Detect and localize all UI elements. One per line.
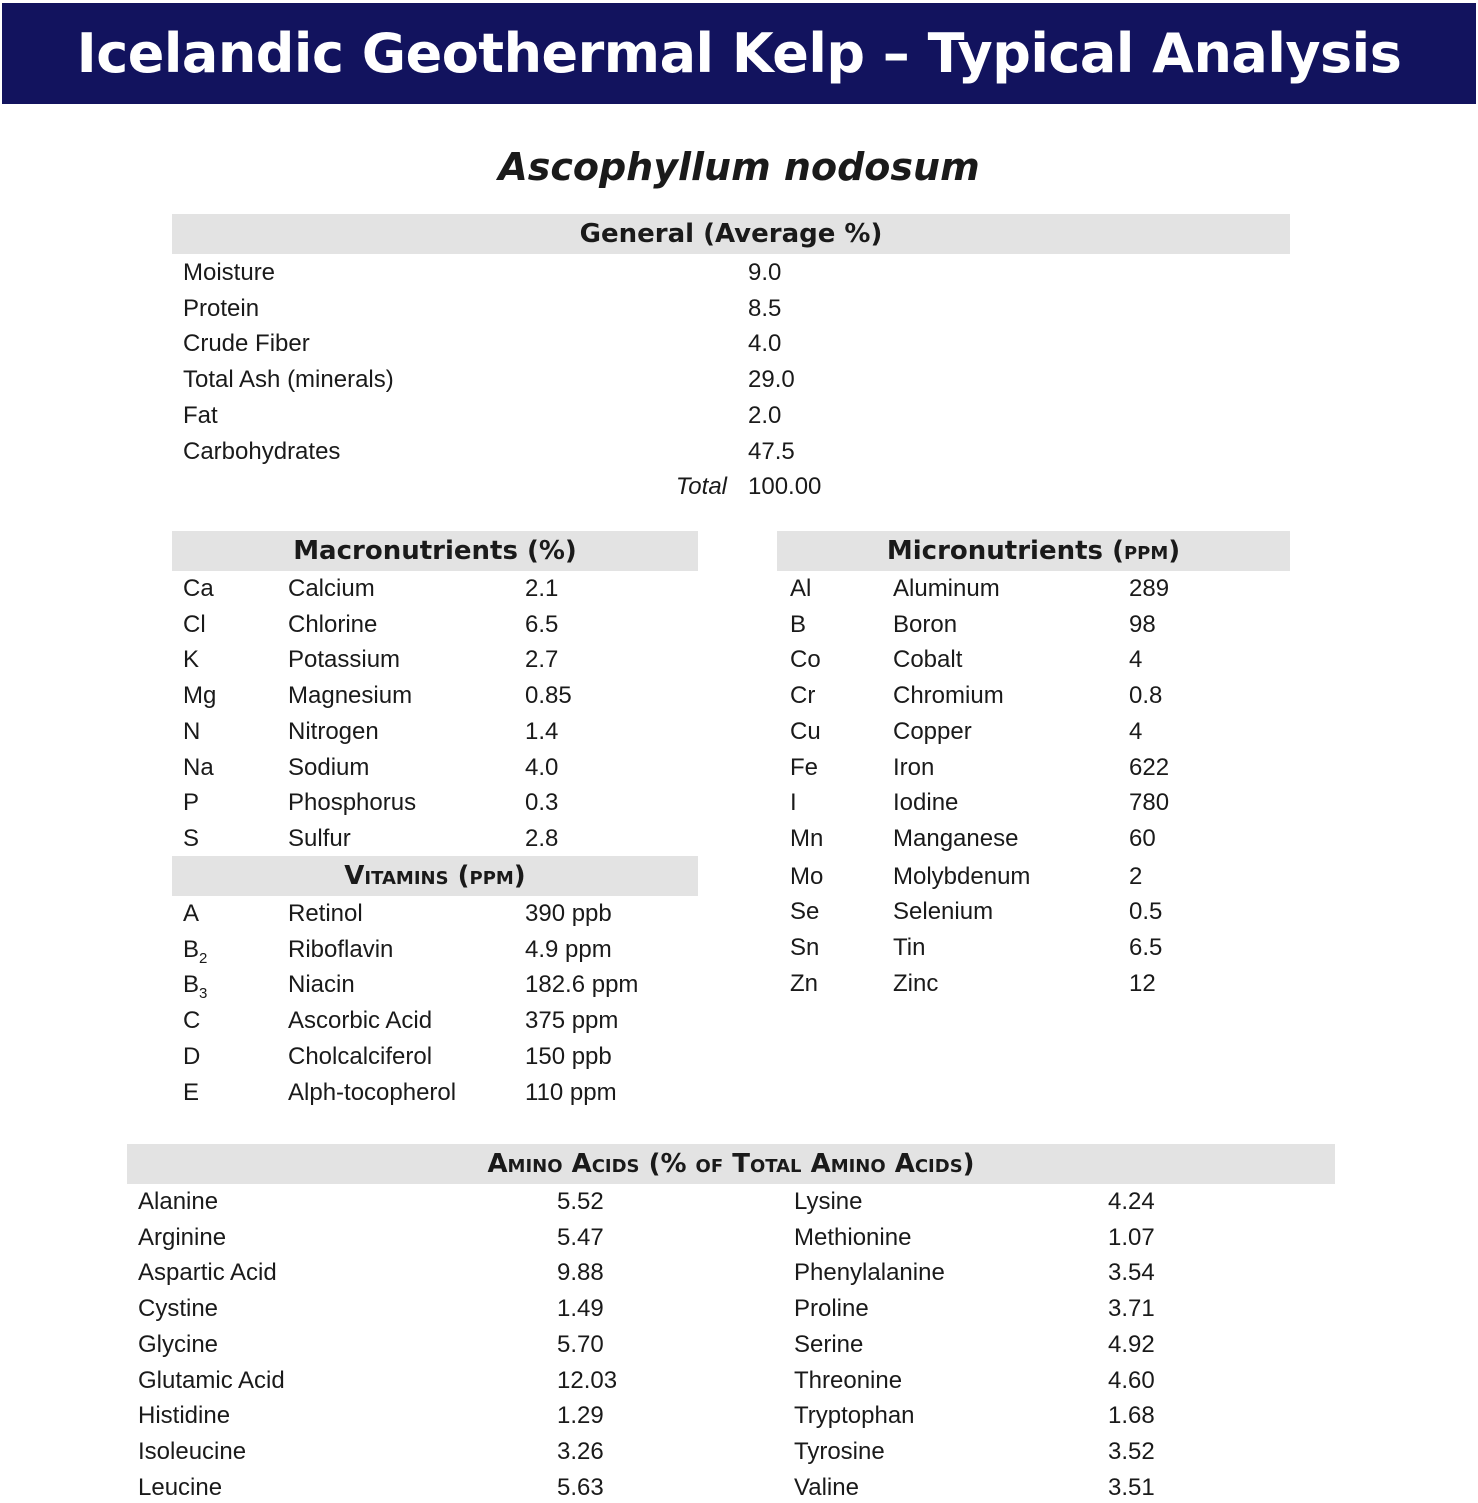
species-name: Ascophyllum nodosum xyxy=(498,145,980,189)
general-item-name: Moisture xyxy=(183,259,276,286)
amino-acid-value: 1.07 xyxy=(1108,1223,1155,1251)
macro-value: 2.1 xyxy=(525,575,559,602)
vitamin-value: 390 ppb xyxy=(525,900,612,927)
micro-symbol: Cu xyxy=(790,717,821,745)
vitamin-value: 182.6 ppm xyxy=(525,971,639,999)
vitamin-name: Cholcalciferol xyxy=(288,1042,433,1070)
micro-value: 98 xyxy=(1129,610,1156,638)
micro-name: Tin xyxy=(893,934,926,961)
micro-value: 6.5 xyxy=(1129,934,1163,961)
micro-value: 622 xyxy=(1129,753,1170,781)
macro-value: 2.8 xyxy=(525,824,559,852)
micro-name: Selenium xyxy=(893,898,994,926)
vitamin-value: 110 ppm xyxy=(525,1078,617,1106)
general-item-name: Crude Fiber xyxy=(183,330,310,358)
amino-acids-header xyxy=(127,1144,1335,1184)
micro-name: Manganese xyxy=(893,824,1019,852)
general-header-label: General (Average %) xyxy=(579,219,883,249)
amino-acid-name: Cystine xyxy=(138,1295,219,1323)
general-item-value: 4.0 xyxy=(748,330,782,358)
micro-value: 289 xyxy=(1129,575,1170,602)
macro-symbol: Mg xyxy=(183,682,217,710)
micro-symbol: Mn xyxy=(790,824,824,852)
general-item-value: 2.0 xyxy=(748,401,782,429)
amino-acid-value: 4.24 xyxy=(1108,1188,1155,1215)
macro-symbol: N xyxy=(183,717,201,745)
macro-name: Chlorine xyxy=(288,610,378,638)
vitamin-value: 4.9 ppm xyxy=(525,935,612,963)
macro-name: Sodium xyxy=(288,753,370,781)
vitamin-symbol: E xyxy=(183,1078,200,1106)
macro-symbol: K xyxy=(183,646,200,674)
macro-symbol: Na xyxy=(183,753,214,781)
title-banner xyxy=(2,3,1476,104)
vitamin-symbol: C xyxy=(183,1007,201,1035)
micro-symbol: Mo xyxy=(790,862,824,890)
micro-symbol: Zn xyxy=(790,969,819,997)
amino-acid-value: 3.52 xyxy=(1108,1437,1155,1465)
macro-value: 1.4 xyxy=(525,717,559,745)
micro-symbol: B xyxy=(790,610,807,638)
amino-acid-name: Alanine xyxy=(138,1188,219,1215)
micro-name: Copper xyxy=(893,717,972,745)
vitamin-name: Niacin xyxy=(288,971,355,999)
vitamin-symbol: D xyxy=(183,1042,201,1070)
macro-name: Potassium xyxy=(288,646,401,674)
micro-value: 4 xyxy=(1129,646,1143,674)
general-item-value: 9.0 xyxy=(748,259,782,286)
macro-value: 6.5 xyxy=(525,610,559,638)
amino-acid-value: 3.54 xyxy=(1108,1259,1155,1287)
amino-acid-value: 4.60 xyxy=(1108,1366,1155,1394)
micro-name: Aluminum xyxy=(893,575,1000,602)
amino-acid-name: Serine xyxy=(794,1330,864,1358)
macro-name: Magnesium xyxy=(288,682,413,710)
micro-symbol: Sn xyxy=(790,934,820,961)
amino-acid-name: Glutamic Acid xyxy=(138,1366,285,1394)
vitamins-header xyxy=(172,856,698,896)
vitamin-name: Alph-tocopherol xyxy=(288,1078,457,1106)
amino-acid-name: Arginine xyxy=(138,1223,227,1251)
amino-acid-name: Tryptophan xyxy=(794,1402,915,1430)
macro-name: Nitrogen xyxy=(288,717,379,745)
amino-acid-name: Proline xyxy=(794,1295,869,1323)
amino-acid-name: Phenylalanine xyxy=(794,1259,945,1287)
general-item-value: 29.0 xyxy=(748,366,795,394)
micro-value: 2 xyxy=(1129,862,1143,890)
vitamin-name: Riboflavin xyxy=(288,935,394,963)
amino-acid-value: 4.92 xyxy=(1108,1330,1155,1358)
amino-acid-value: 1.68 xyxy=(1108,1402,1155,1430)
micro-value: 4 xyxy=(1129,717,1143,745)
micro-name: Iodine xyxy=(893,789,959,817)
vitamin-symbol-subscript: 3 xyxy=(199,985,208,1003)
micro-name: Iron xyxy=(893,753,935,781)
amino-acid-name: Valine xyxy=(794,1473,859,1501)
amino-acid-value: 3.71 xyxy=(1108,1295,1155,1323)
amino-acid-value: 5.63 xyxy=(557,1473,604,1501)
amino-acid-value: 12.03 xyxy=(557,1366,618,1394)
vitamins-header-label: Vitamins (ppm) xyxy=(344,861,526,891)
micro-value: 12 xyxy=(1129,969,1156,997)
amino-acid-value: 1.49 xyxy=(557,1295,604,1323)
vitamin-name: Ascorbic Acid xyxy=(288,1007,433,1035)
macro-symbol: Ca xyxy=(183,575,214,602)
micro-symbol: I xyxy=(790,789,797,817)
vitamin-symbol: A xyxy=(183,900,200,927)
general-header xyxy=(172,214,1290,254)
amino-acid-name: Methionine xyxy=(794,1223,912,1251)
general-item-value: 8.5 xyxy=(748,294,782,322)
macro-value: 4.0 xyxy=(525,753,559,781)
vitamin-value: 375 ppm xyxy=(525,1007,619,1035)
general-item-name: Total Ash (minerals) xyxy=(183,366,394,394)
general-item-value: 47.5 xyxy=(748,437,795,465)
micro-name: Boron xyxy=(893,610,958,638)
micro-symbol: Fe xyxy=(790,753,819,781)
amino-acid-value: 3.26 xyxy=(557,1437,604,1465)
general-item-name: Carbohydrates xyxy=(183,437,341,465)
amino-acid-name: Aspartic Acid xyxy=(138,1259,277,1287)
macro-symbol: S xyxy=(183,824,200,852)
vitamin-name: Retinol xyxy=(288,900,363,927)
general-total-label: Total xyxy=(675,473,727,501)
macro-symbol: Cl xyxy=(183,610,206,638)
macro-value: 0.85 xyxy=(525,682,572,710)
amino-acid-name: Tyrosine xyxy=(794,1437,885,1465)
macro-value: 0.3 xyxy=(525,789,559,817)
macro-value: 2.7 xyxy=(525,646,559,674)
vitamin-value: 150 ppb xyxy=(525,1042,612,1070)
amino-acid-value: 3.51 xyxy=(1108,1473,1155,1501)
macro-symbol: P xyxy=(183,789,200,817)
amino-acid-value: 1.29 xyxy=(557,1402,604,1430)
amino-acid-name: Histidine xyxy=(138,1402,231,1430)
micronutrients-header xyxy=(777,531,1290,571)
micronutrients-header-label: Micronutrients xyxy=(886,536,1103,566)
macronutrients-header-label: Macronutrients (%) xyxy=(293,536,577,566)
general-item-name: Fat xyxy=(183,401,218,429)
micro-name: Zinc xyxy=(893,969,939,997)
micronutrients-header-unit: (ppm) xyxy=(1112,536,1181,566)
amino-acid-name: Leucine xyxy=(138,1473,223,1501)
vitamin-symbol: $B_3$ xyxy=(183,971,208,1003)
micro-value: 780 xyxy=(1129,789,1170,817)
micro-name: Chromium xyxy=(893,682,1004,710)
amino-acids-header-label: Amino Acids (% of Total Amino Acids) xyxy=(487,1149,975,1179)
micro-value: 60 xyxy=(1129,824,1156,852)
amino-acid-value: 9.88 xyxy=(557,1259,604,1287)
micro-value: 0.8 xyxy=(1129,682,1163,710)
macro-name: Sulfur xyxy=(288,824,351,852)
amino-acid-value: 5.47 xyxy=(557,1223,604,1251)
amino-acid-value: 5.70 xyxy=(557,1330,604,1358)
vitamin-symbol: $B_2$ xyxy=(183,935,208,967)
micro-symbol: Co xyxy=(790,646,821,674)
amino-acid-value: 5.52 xyxy=(557,1188,604,1215)
amino-acid-name: Threonine xyxy=(794,1366,903,1394)
amino-acid-name: Glycine xyxy=(138,1330,219,1358)
micro-value: 0.5 xyxy=(1129,898,1163,926)
macro-name: Phosphorus xyxy=(288,789,417,817)
macronutrients-header xyxy=(172,531,698,571)
amino-acid-name: Lysine xyxy=(794,1188,863,1215)
vitamin-symbol-subscript: 2 xyxy=(199,949,208,967)
amino-acid-name: Isoleucine xyxy=(138,1437,247,1465)
micro-name: Cobalt xyxy=(893,646,963,674)
general-item-name: Protein xyxy=(183,294,260,322)
micro-symbol: Se xyxy=(790,898,820,926)
general-total-value: 100.00 xyxy=(748,473,822,501)
macro-name: Calcium xyxy=(288,575,375,602)
micro-symbol: Al xyxy=(790,575,812,602)
page-title: Icelandic Geothermal Kelp – Typical Analysis xyxy=(76,22,1402,85)
micro-symbol: Cr xyxy=(790,682,816,710)
micro-name: Molybdenum xyxy=(893,862,1031,890)
